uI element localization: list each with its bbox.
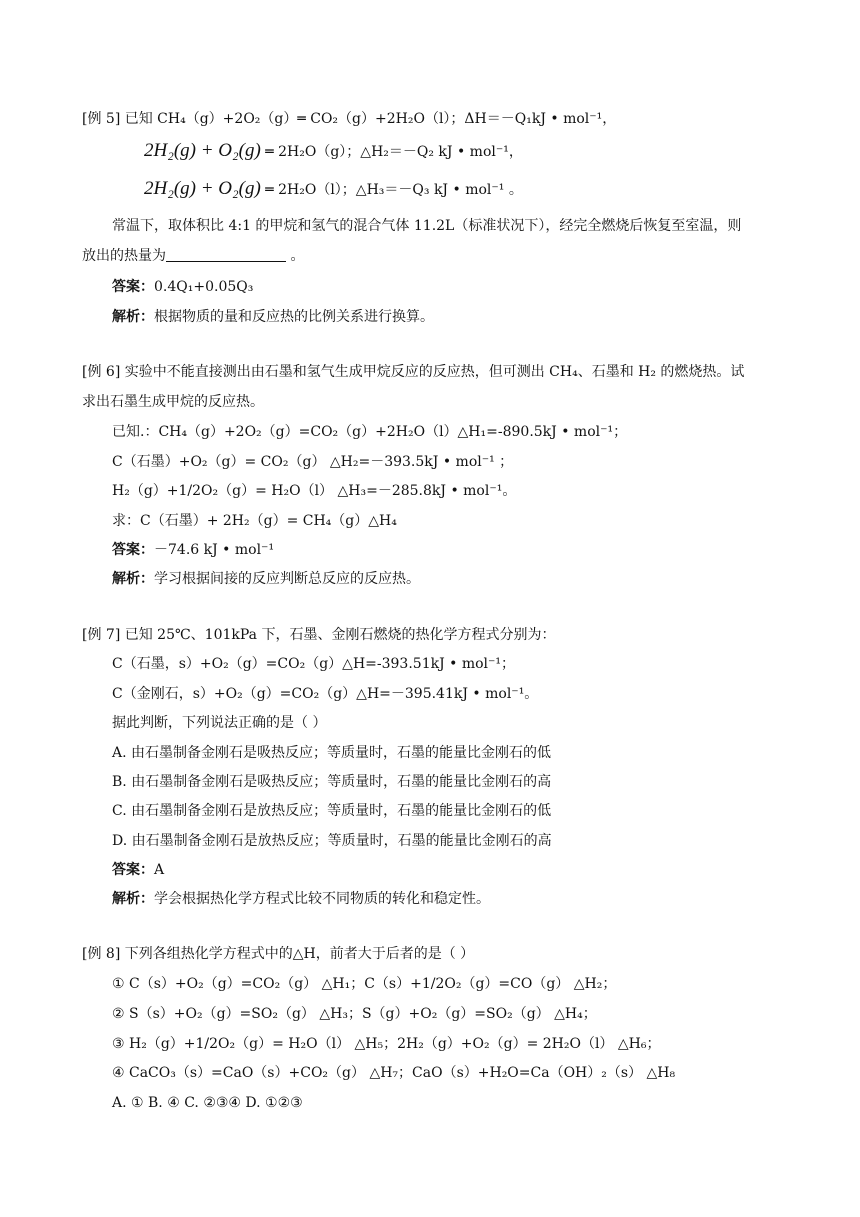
explanation-text: 学会根据热化学方程式比较不同物质的转化和稳定性。 — [154, 891, 490, 907]
explanation-label: 解析： — [112, 891, 154, 907]
example-7-option-c: C. 由石墨制备金刚石是放热反应；等质量时，石墨的能量比金刚石的低 — [112, 803, 552, 819]
example-7-question: 据此判断，下列说法正确的是（ ） — [112, 715, 327, 731]
answer-label: 答案： — [112, 862, 154, 878]
example-7-option-a: A. 由石墨制备金刚石是吸热反应；等质量时，石墨的能量比金刚石的低 — [112, 745, 552, 761]
example-8-group-2: ② S（s）+O₂（g）=SO₂（g） △H₃；S（g）+O₂（g）=SO₂（g） △H₄； — [112, 1006, 597, 1022]
example-6-given-2: C（石墨）+O₂（g）= CO₂（g） △H₂=－393.5kJ • mol⁻¹ ； — [112, 454, 514, 470]
equation-2-rhs: ═ 2H₂O（g）；△H₂＝－Q₂ kJ • mol⁻¹， — [265, 144, 523, 160]
answer-value: A — [154, 862, 165, 878]
example-5-explanation — [112, 308, 434, 326]
example-8-group-1: ① C（s）+O₂（g）=CO₂（g） △H₁；C（s）+1/2O₂（g）=CO（g） △H₂； — [112, 976, 617, 992]
explanation-text: 根据物质的量和反应热的比例关系进行换算。 — [154, 309, 434, 325]
question-text: 放出的热量为 — [82, 248, 166, 264]
explanation-label: 解析： — [112, 571, 154, 587]
example-6-answer — [112, 541, 274, 559]
example-5-equation-2 — [144, 142, 523, 161]
example-7-equation-1: C（石墨，s）+O₂（g）=CO₂（g）△H=-393.51kJ • mol⁻¹； — [112, 656, 516, 672]
example-5-answer — [112, 278, 253, 296]
answer-value: －74.6 kJ • mol⁻¹ — [154, 542, 275, 558]
explanation-text: 学习根据间接的反应判断总反应的反应热。 — [154, 571, 420, 587]
explanation-label: 解析： — [112, 309, 154, 325]
example-6-given-1: 已知.：CH₄（g）+2O₂（g）=CO₂（g）+2H₂O（l）△H₁=-890.5kJ • mol⁻¹； — [112, 424, 628, 440]
example-7-option-b: B. 由石墨制备金刚石是吸热反应；等质量时，石墨的能量比金刚石的高 — [112, 774, 552, 790]
example-7-explanation — [112, 890, 490, 908]
example-5-title: [例 5] 已知 CH₄（g）+2O₂（g）═ CO₂（g）+2H₂O（l）；ΔH＝－Q₁kJ • mol⁻¹， — [82, 111, 617, 127]
example-7-answer — [112, 861, 164, 879]
answer-value: 0.4Q₁+0.05Q₃ — [154, 279, 254, 295]
answer-label: 答案： — [112, 542, 154, 558]
answer-blank — [166, 247, 286, 262]
equation-3-rhs: ═ 2H₂O（l）；△H₃＝－Q₃ kJ • mol⁻¹ 。 — [265, 182, 523, 198]
example-5-equation-3 — [144, 180, 523, 199]
example-5-question-line-1: 常温下，取体积比 4:1 的甲烷和氢气的混合气体 11.2L（标准状况下），经完全燃烧后恢复至室温，则 — [112, 218, 742, 234]
equation-3-lhs: 2H₂(g) + O₂(g) — [144, 178, 261, 199]
example-7-title: [例 7] 已知 25℃、101kPa 下，石墨、金刚石燃烧的热化学方程式分别为： — [82, 627, 556, 643]
example-6-title-line-1: [例 6] 实验中不能直接测出由石墨和氢气生成甲烷反应的反应热，但可测出 CH₄、石墨和 H₂ 的燃烧热。试 — [82, 364, 745, 380]
example-6-find: 求：C（石墨）+ 2H₂（g）= CH₄（g）△H₄ — [112, 513, 397, 529]
example-8-title: [例 8] 下列各组热化学方程式中的△H，前者大于后者的是（ ） — [82, 946, 475, 962]
example-6-given-3: H₂（g）+1/2O₂（g）= H₂O（l） △H₃=－285.8kJ • mol⁻¹。 — [112, 483, 517, 499]
example-6-explanation — [112, 570, 420, 588]
equation-2-lhs: 2H₂(g) + O₂(g) — [144, 140, 261, 161]
example-7-option-d: D. 由石墨制备金刚石是放热反应；等质量时，石墨的能量比金刚石的高 — [112, 833, 552, 849]
example-6-title-line-2: 求出石墨生成甲烷的反应热。 — [82, 394, 264, 410]
example-8-group-3: ③ H₂（g）+1/2O₂（g）= H₂O（l） △H₅；2H₂（g）+O₂（g）= 2H₂O（l） △H₆； — [112, 1036, 661, 1052]
answer-label: 答案： — [112, 279, 154, 295]
example-8-options: A. ① B. ④ C. ②③④ D. ①②③ — [112, 1095, 303, 1111]
example-7-equation-2: C（金刚石，s）+O₂（g）=CO₂（g）△H=－395.41kJ • mol⁻¹。 — [112, 686, 539, 702]
question-end: 。 — [286, 248, 305, 264]
example-5-question-line-2 — [82, 247, 304, 265]
example-8-group-4: ④ CaCO₃（s）=CaO（s）+CO₂（g） △H₇；CaO（s）+H₂O=Ca（OH）₂（s） △H₈ — [112, 1065, 676, 1081]
